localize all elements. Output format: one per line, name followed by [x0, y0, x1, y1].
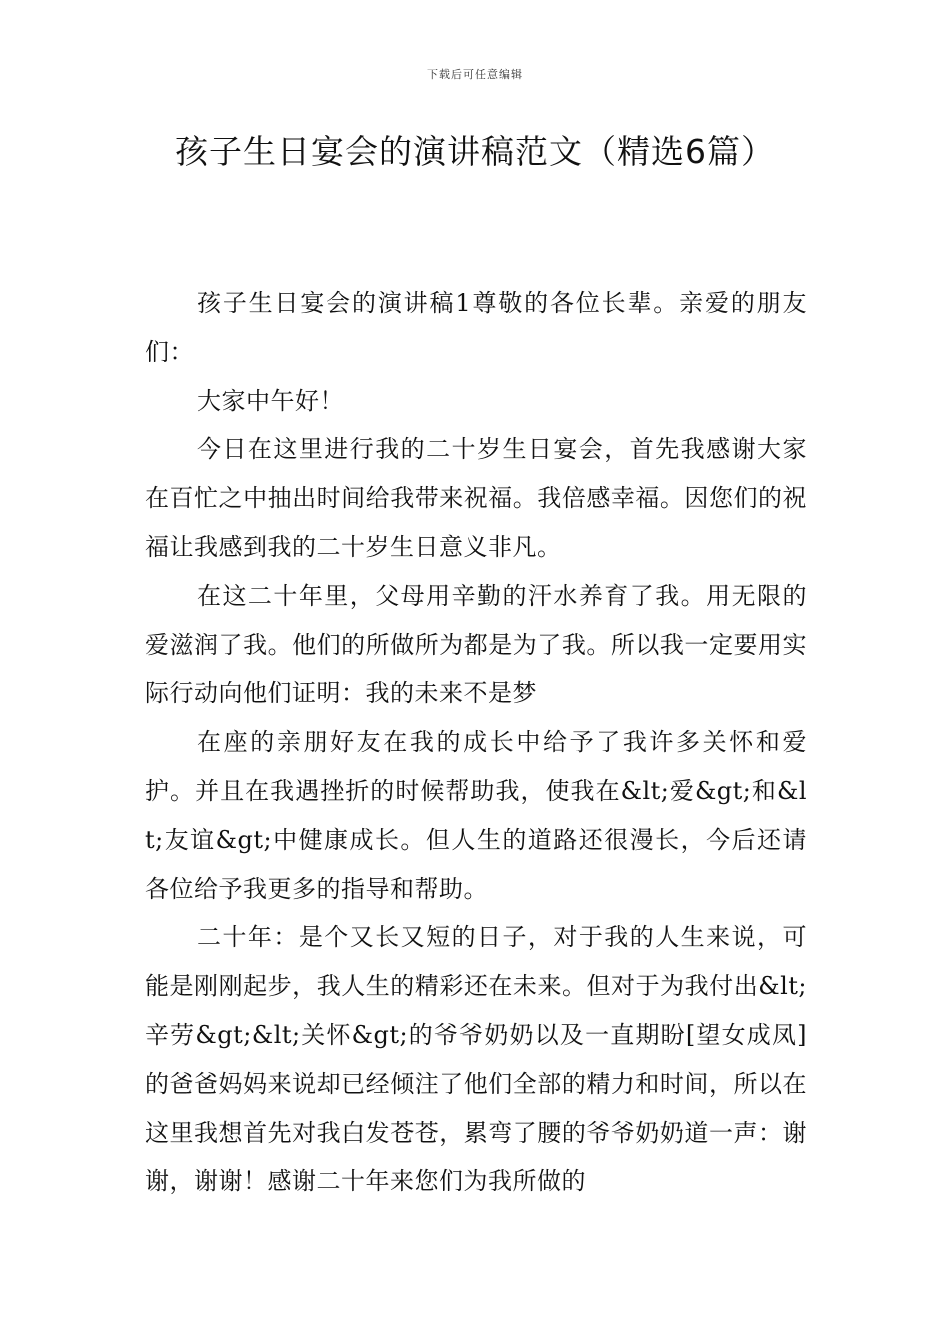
paragraph-friends: 在座的亲朋好友在我的成长中给予了我许多关怀和爱护。并且在我遇挫折的时候帮助我，使我在&lt;爱&gt;和&lt;友谊&gt;中健康成长。但人生的道路还很漫长，今后还请各位给予我更多的指导和帮助。: [145, 728, 807, 903]
document-body: [145, 279, 807, 1206]
paragraph-twenty-years: 二十年：是个又长又短的日子，对于我的人生来说，可能是刚刚起步，我人生的精彩还在未来。但对于为我付出&lt;辛劳&gt;&lt;关怀&gt;的爷爷奶奶以及一直期盼[望女成凤]的爸爸妈妈来说却已经倾注了他们全部的精力和时间，所以在这里我想首先对我白发苍苍，累弯了腰的爷爷奶奶道一声：谢谢，谢谢！感谢二十年来您们为我所做的: [145, 923, 807, 1196]
paragraph-greeting: 孩子生日宴会的演讲稿1尊敬的各位长辈。亲爱的朋友们：: [145, 289, 807, 366]
paragraph-parents: 在这二十年里，父母用辛勤的汗水养育了我。用无限的爱滋润了我。他们的所做所为都是为了我。所以我一定要用实际行动向他们证明：我的未来不是梦: [145, 581, 807, 708]
paragraph-salutation: 大家中午好！: [197, 386, 344, 415]
document-title: 孩子生日宴会的演讲稿范文（精选6篇）: [175, 132, 775, 171]
paragraph-thanks: 今日在这里进行我的二十岁生日宴会，首先我感谢大家在百忙之中抽出时间给我带来祝福。我倍感幸福。因您们的祝福让我感到我的二十岁生日意义非凡。: [145, 435, 807, 561]
header-note: 下载后可任意编辑: [427, 68, 523, 81]
